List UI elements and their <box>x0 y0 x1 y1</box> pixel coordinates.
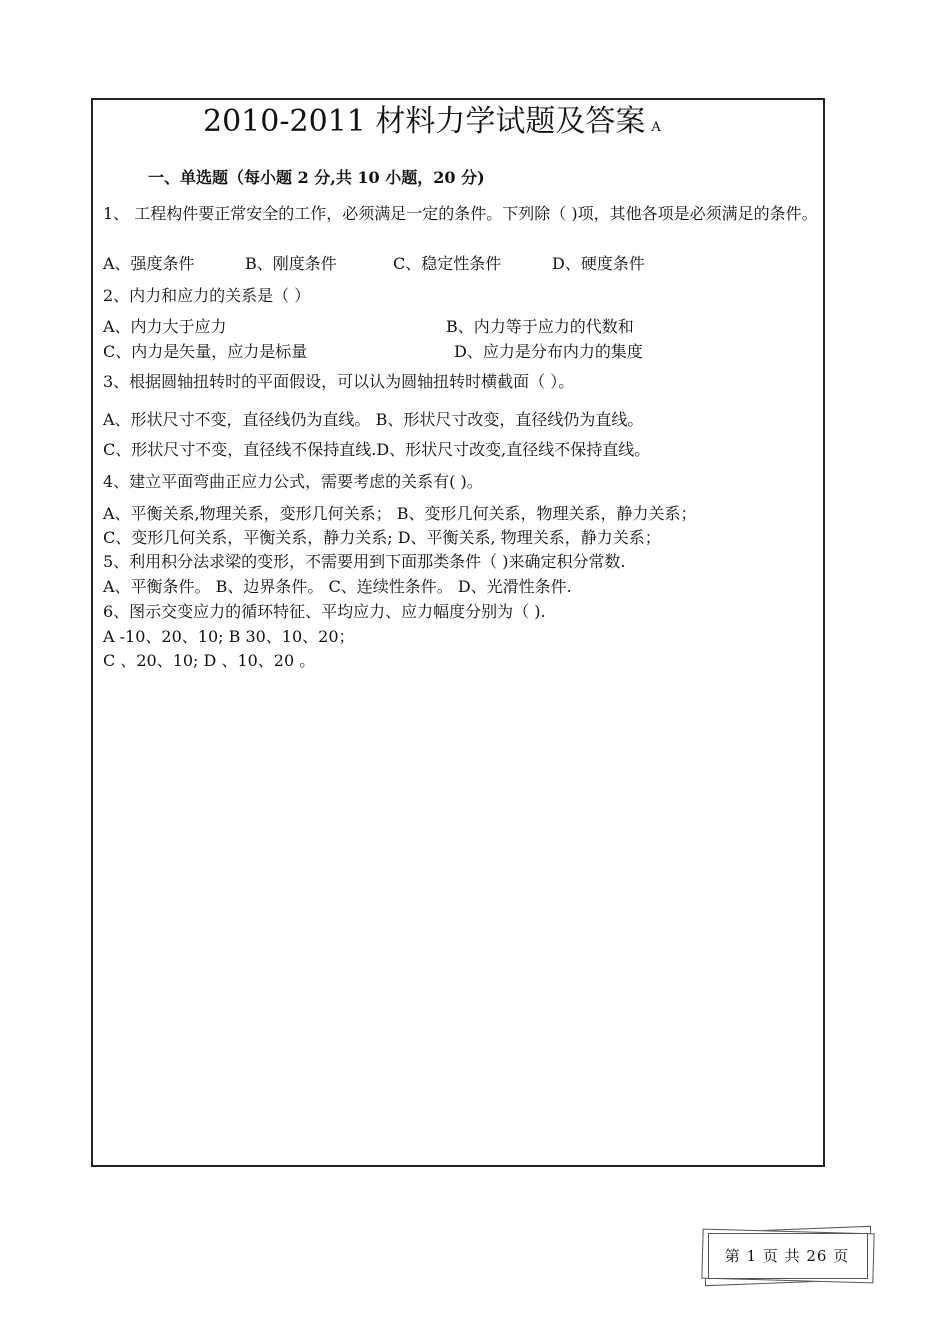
question-1-stem: 1、 工程构件要正常安全的工作，必须满足一定的条件。下列除（ )项，其他各项是必须满足的条件。 <box>103 204 818 223</box>
question-5-options: A、平衡条件。 B、边界条件。 C、连续性条件。 D、光滑性条件. <box>103 577 572 596</box>
question-4-options-row2: C、变形几何关系，平衡关系，静力关系; D、平衡关系, 物理关系，静力关系； <box>103 528 661 547</box>
question-4-stem: 4、建立平面弯曲正应力公式，需要考虑的关系有( )。 <box>103 472 483 491</box>
question-3-options-row2: C、形状尺寸不变，直径线不保持直线.D、形状尺寸改变,直径线不保持直线。 <box>103 440 651 459</box>
q1-option-d: D、硬度条件 <box>552 254 645 273</box>
q1-option-c: C、稳定性条件 <box>393 254 502 273</box>
question-6-options-row1: A -10、20、10; B 30、10、20； <box>103 627 355 646</box>
page-number-box <box>698 1225 876 1285</box>
question-4-options-row1: A、平衡关系,物理关系，变形几何关系； B、变形几何关系，物理关系，静力关系； <box>103 504 697 523</box>
question-5-stem: 5、利用积分法求梁的变形，不需要用到下面那类条件（ )来确定积分常数. <box>103 552 626 571</box>
title-main: 2010-2011 材料力学试题及答案 <box>203 104 646 139</box>
q2-option-a: A、内力大于应力 <box>103 317 227 336</box>
question-2-stem: 2、内力和应力的关系是（ ） <box>103 286 311 305</box>
question-6-options-row2: C 、20、10; D 、10、20 。 <box>103 651 316 670</box>
page-number-text: 第 1 页 共 26 页 <box>724 1246 850 1265</box>
q2-option-c: C、内力是矢量，应力是标量 <box>103 342 308 361</box>
question-3-options-row1: A、形状尺寸不变，直径线仍为直线。 B、形状尺寸改变，直径线仍为直线。 <box>103 410 644 429</box>
q2-option-b: B、内力等于应力的代数和 <box>446 317 634 336</box>
document-title <box>203 96 661 140</box>
q1-option-b: B、刚度条件 <box>245 254 337 273</box>
q1-option-a: A、强度条件 <box>103 254 195 273</box>
section-heading-single-choice: 一、单选题（每小题 2 分,共 10 小题，20 分) <box>148 168 485 187</box>
question-3-stem: 3、根据圆轴扭转时的平面假设，可以认为圆轴扭转时横截面（ ）。 <box>103 372 575 391</box>
q2-option-d: D、应力是分布内力的集度 <box>454 342 643 361</box>
title-suffix: A <box>651 120 661 135</box>
question-6-stem: 6、图示交变应力的循环特征、平均应力、应力幅度分别为（ ). <box>103 602 546 621</box>
